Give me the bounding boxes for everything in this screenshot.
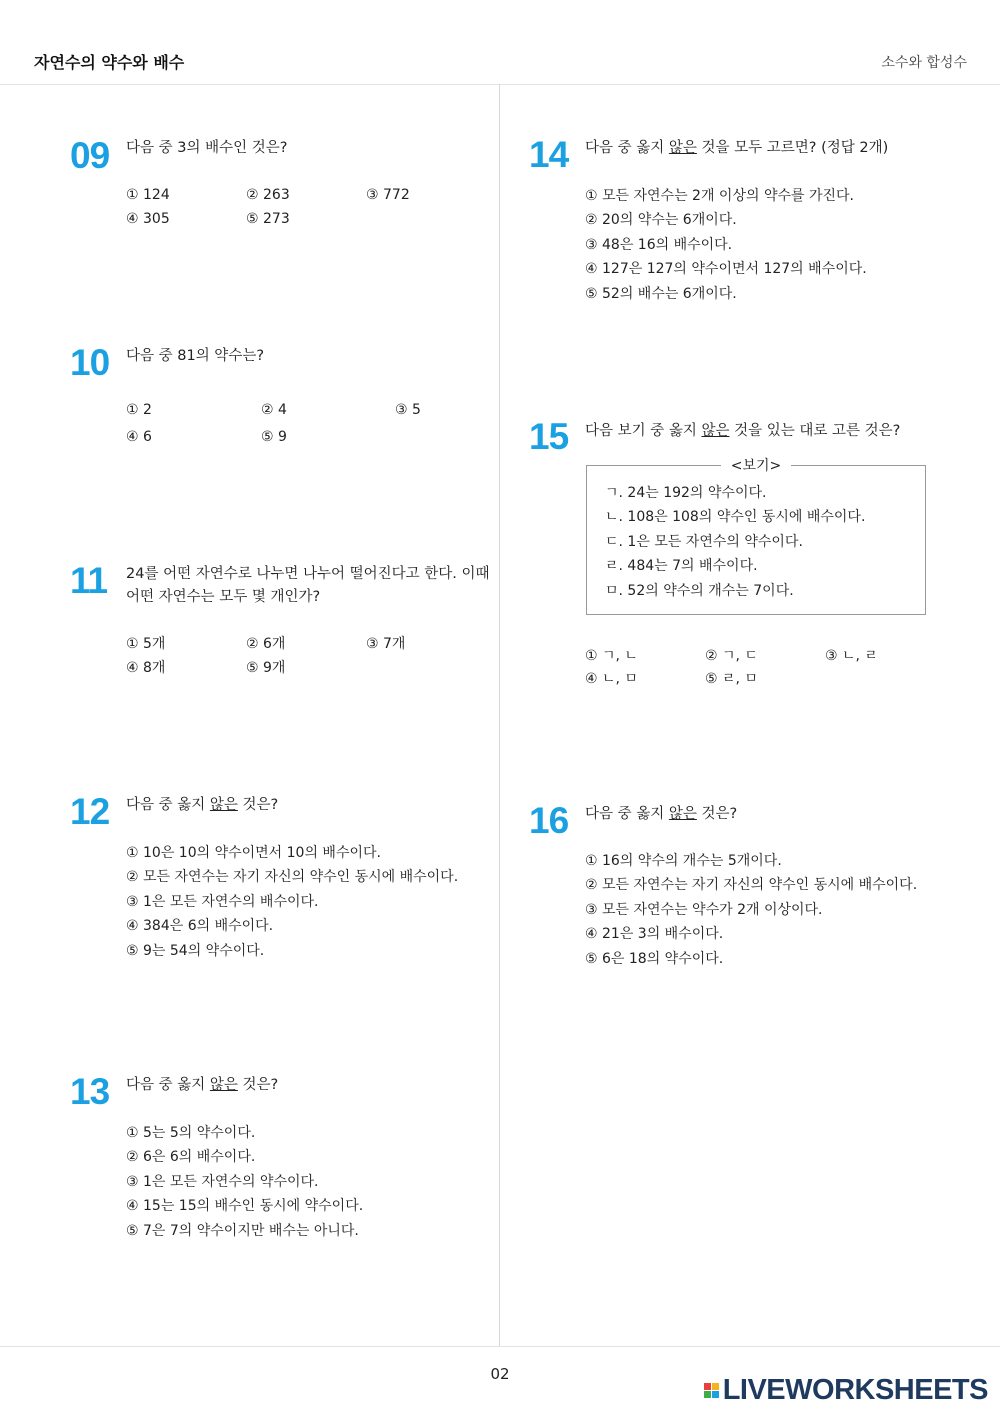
answer-option[interactable]: ④ 15는 15의 배수인 동시에 약수이다. — [126, 1198, 364, 1215]
brand-logo[interactable] — [704, 1375, 988, 1405]
question-text: 다음 중 81의 약수는? — [126, 348, 265, 364]
question-text-line2: 어떤 자연수는 모두 몇 개인가? — [126, 589, 321, 605]
bogi-item: ㅁ. 52의 약수의 개수는 7이다. — [605, 582, 794, 599]
answer-option[interactable]: ⑤ ㄹ, ㅁ — [705, 670, 758, 687]
answer-option[interactable]: ④ 6 — [126, 428, 152, 445]
answer-options — [126, 1121, 363, 1243]
bogi-box — [586, 458, 926, 615]
brand-name: LIVEWORKSHEETS — [722, 1374, 988, 1406]
question-number: 10 — [70, 342, 110, 383]
text-part: 다음 중 옳지 — [126, 1077, 210, 1093]
answer-option[interactable]: ④ 384은 6의 배수이다. — [126, 918, 274, 935]
answer-option[interactable]: ④ 21은 3의 배수이다. — [585, 926, 724, 943]
text-part: 다음 보기 중 옳지 — [585, 423, 702, 439]
answer-option[interactable]: ③ 48은 16의 배수이다. — [585, 236, 733, 253]
answer-option[interactable]: ⑤ 52의 배수는 6개이다. — [585, 285, 737, 302]
question-text — [585, 803, 737, 826]
page-number: 02 — [490, 1365, 510, 1383]
answer-option[interactable]: ② ㄱ, ㄷ — [705, 647, 758, 664]
answer-option[interactable]: ② 263 — [246, 187, 290, 203]
text-part: 다음 중 옳지 — [585, 140, 669, 156]
question-number: 14 — [529, 134, 569, 175]
question-number: 16 — [529, 800, 569, 841]
text-part: 것은? — [696, 806, 738, 822]
bogi-item: ㄷ. 1은 모든 자연수의 약수이다. — [605, 533, 803, 550]
answer-option[interactable]: ① 16의 약수의 개수는 5개이다. — [585, 853, 782, 869]
question-text: 다음 중 3의 배수인 것은? — [126, 140, 288, 156]
worksheet-title: 자연수의 약수와 배수 — [34, 53, 185, 72]
answer-option[interactable]: ① 5개 — [126, 636, 166, 652]
underlined-text: 않은 — [209, 797, 238, 813]
answer-option[interactable]: ③ 7개 — [366, 636, 406, 652]
answer-option[interactable]: ① 모든 자연수는 2개 이상의 약수를 가진다. — [585, 188, 854, 204]
text-part: 것은? — [237, 1077, 279, 1093]
answer-option[interactable]: ⑤ 9는 54의 약수이다. — [126, 942, 265, 959]
text-part: 것은? — [237, 797, 279, 813]
answer-option[interactable]: ③ ㄴ, ㄹ — [825, 647, 878, 664]
brand-mark-icon — [704, 1383, 719, 1398]
question-number: 11 — [70, 560, 108, 601]
question-number: 13 — [70, 1071, 110, 1112]
answer-option[interactable]: ① 5는 5의 약수이다. — [126, 1125, 256, 1141]
answer-option[interactable]: ② 모든 자연수는 자기 자신의 약수인 동시에 배수이다. — [585, 877, 918, 894]
answer-option[interactable]: ④ 305 — [126, 211, 170, 227]
answer-option[interactable]: ① 124 — [126, 187, 170, 203]
underlined-text: 않은 — [701, 423, 730, 439]
bogi-item: ㄱ. 24는 192의 약수이다. — [605, 485, 767, 501]
section-title: 소수와 합성수 — [881, 55, 967, 71]
answer-option[interactable]: ⑤ 6은 18의 약수이다. — [585, 950, 724, 967]
text-part: 다음 중 옳지 — [585, 806, 669, 822]
answer-options — [585, 849, 917, 971]
answer-option[interactable]: ② 4 — [261, 401, 287, 418]
answer-options — [585, 184, 867, 306]
answer-option[interactable]: ④ 8개 — [126, 660, 166, 676]
bogi-items — [605, 481, 865, 603]
question-number: 12 — [70, 791, 110, 832]
answer-option[interactable]: ② 20의 약수는 6개이다. — [585, 212, 737, 229]
underlined-text: 않은 — [209, 1077, 238, 1093]
answer-option[interactable]: ③ 1은 모든 자연수의 배수이다. — [126, 893, 319, 910]
question-text — [126, 1074, 278, 1097]
answer-option[interactable]: ① 2 — [126, 401, 152, 418]
answer-option[interactable]: ③ 772 — [366, 187, 410, 203]
question-text — [585, 137, 888, 160]
answer-options — [126, 631, 405, 679]
underlined-text: 않은 — [668, 140, 697, 156]
answer-option[interactable]: ③ 5 — [395, 401, 421, 418]
header-divider — [0, 84, 1000, 85]
answer-options — [126, 841, 458, 963]
answer-option[interactable]: ④ 127은 127의 약수이면서 127의 배수이다. — [585, 261, 867, 278]
answer-option[interactable]: ③ 모든 자연수는 약수가 2개 이상이다. — [585, 901, 823, 918]
question-number: 15 — [529, 416, 569, 457]
text-part: 것을 있는 대로 고른 것은? — [729, 423, 901, 439]
bogi-item: ㄴ. 108은 108의 약수인 동시에 배수이다. — [605, 509, 866, 526]
answer-option[interactable]: ④ ㄴ, ㅁ — [585, 670, 638, 687]
answer-option[interactable]: ⑤ 273 — [246, 211, 290, 227]
column-divider — [499, 84, 500, 1346]
answer-option[interactable]: ② 모든 자연수는 자기 자신의 약수인 동시에 배수이다. — [126, 869, 459, 886]
footer-divider — [0, 1346, 1000, 1347]
question-number: 09 — [70, 135, 110, 176]
question-text-line1: 24를 어떤 자연수로 나누면 나누어 떨어진다고 한다. 이때 — [126, 566, 490, 582]
answer-option[interactable]: ⑤ 9개 — [246, 660, 286, 676]
question-text — [126, 794, 278, 817]
bogi-item: ㄹ. 484는 7의 배수이다. — [605, 558, 758, 575]
answer-option[interactable]: ① ㄱ, ㄴ — [585, 647, 638, 664]
answer-option[interactable]: ③ 1은 모든 자연수의 약수이다. — [126, 1173, 319, 1190]
answer-option[interactable]: ⑤ 9 — [261, 428, 287, 445]
answer-option[interactable]: ② 6은 6의 배수이다. — [126, 1149, 256, 1166]
text-part: 다음 중 옳지 — [126, 797, 210, 813]
answer-option[interactable]: ② 6개 — [246, 636, 286, 652]
answer-option[interactable]: ⑤ 7은 7의 약수이지만 배수는 아니다. — [126, 1222, 359, 1239]
bogi-title: <보기> — [721, 458, 792, 474]
answer-options — [126, 396, 421, 450]
answer-option[interactable]: ① 10은 10의 약수이면서 10의 배수이다. — [126, 845, 381, 861]
question-text — [585, 420, 900, 443]
answer-options — [126, 183, 410, 231]
text-part: 것을 모두 고르면? (정답 2개) — [696, 140, 889, 156]
underlined-text: 않은 — [668, 806, 697, 822]
answer-options — [585, 643, 878, 689]
